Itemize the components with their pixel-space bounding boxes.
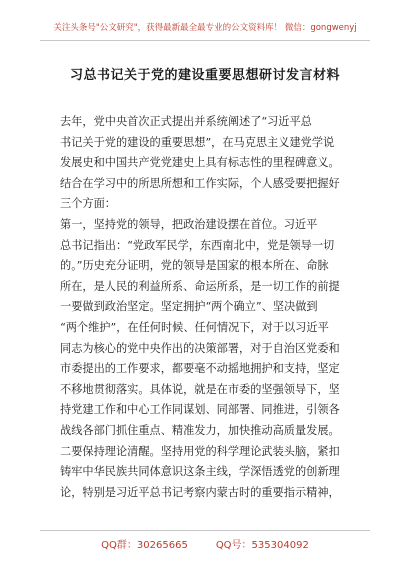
body-line: 第一，坚持党的领导，把政治建设摆在首位。习近平 [60,217,318,231]
footer-divider [40,530,370,531]
body-line: 去年，党中央首次正式提出并系统阐述了“习近平总 [60,115,312,128]
body-line: 书记关于党的建设的重要思想”，在马克思主义建党学说 [60,135,335,149]
body-line: 所在，是人民的利益所系、命运所系，是一切工作的前提 [60,279,340,293]
body-line: “两个维护”，在任何时候、任何情况下，对于以习近平 [60,320,329,334]
qq-group-number: QQ群：30265665 [101,540,188,551]
header-banner: 关注头条号"公文研究"，获得最新最全最专业的公文资料库！ 微信：gongwenyj [53,23,357,33]
body-line: 一要做到政治坚定。坚定拥护“两个确立”、坚决做到 [60,300,318,314]
body-line: 总书记指出：“党政军民学，东西南北中，党是领导一切 [60,238,335,252]
document-title: 习总书记关于党的建设重要思想研讨发言材料 [69,68,340,83]
body-line: 三个方面： [60,197,116,211]
body-line: 的。”历史充分证明，党的领导是国家的根本所在、命脉 [60,259,329,273]
body-line: 二要保持理论清醒。坚持用党的科学理论武装头脑，紧扣 [60,444,340,458]
body-line: 论，特别是习近平总书记考察内蒙古时的重要指示精神， [60,485,340,499]
body-line: 同志为核心的党中央作出的决策部署，对于自治区党委和 [60,341,340,355]
header-divider [40,40,370,41]
footer-contacts [40,536,370,551]
body-line: 结合在学习中的所思所想和工作实际，个人感受要把握好 [60,176,340,190]
body-line: 发展史和中国共产党党建史上具有标志性的里程碑意义。 [60,156,340,170]
document-body [60,112,356,503]
qq-account-number: QQ号：535304092 [215,540,309,551]
body-line: 市委提出的工作要求，都要毫不动摇地拥护和支持，坚定 [60,362,340,376]
body-line: 不移地贯彻落实。具体说，就是在市委的坚强领导下，坚 [60,382,340,396]
body-line: 持党建工作和中心工作同谋划、同部署、同推进，引领各 [60,403,340,417]
body-line: 战线各部门抓住重点、精准发力，加快推动高质量发展。 [60,423,340,437]
body-line: 铸牢中华民族共同体意识这条主线，学深悟透党的创新理 [60,465,340,479]
